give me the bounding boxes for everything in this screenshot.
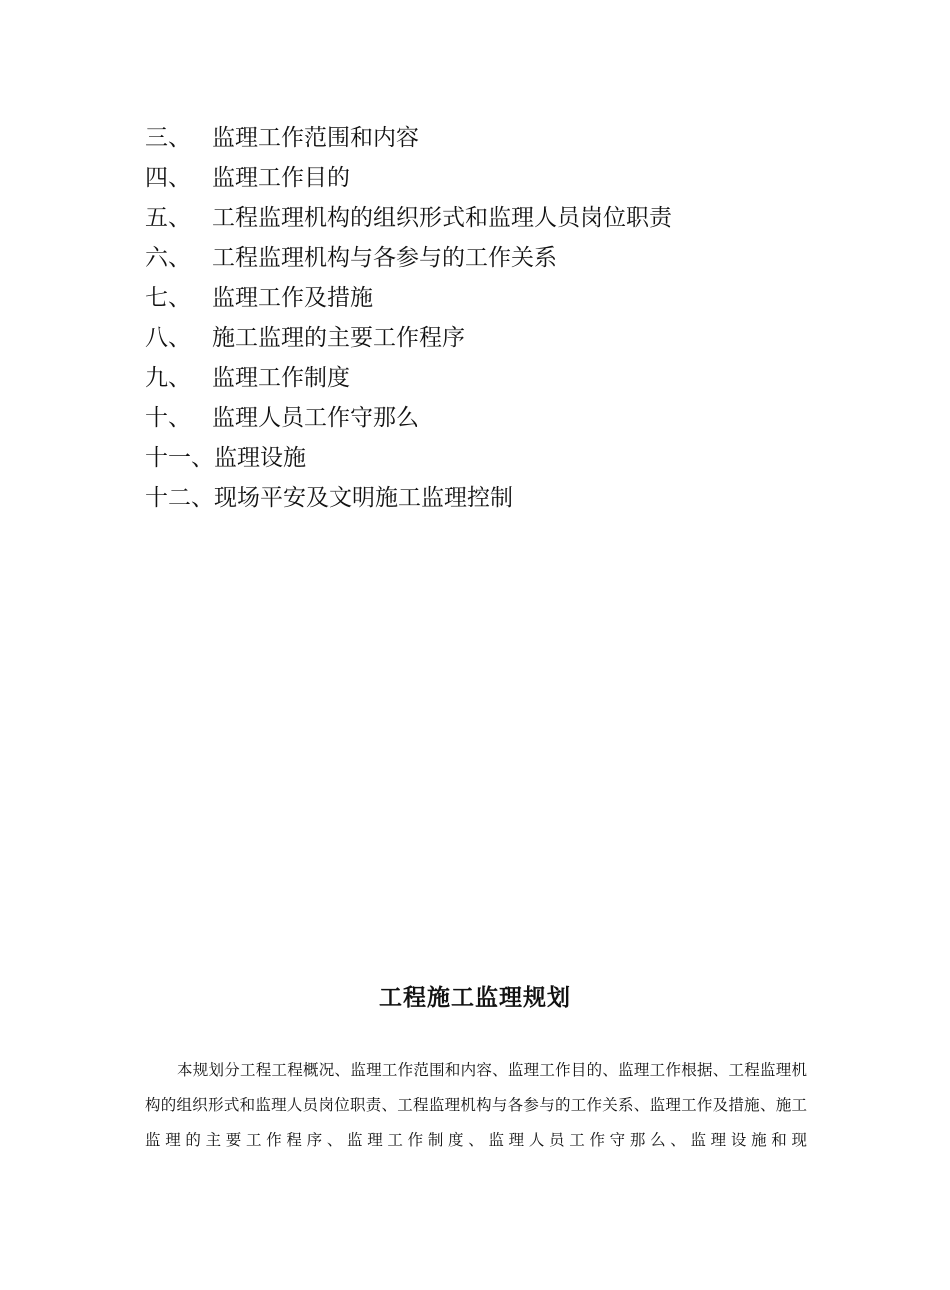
toc-item-number: 十二、 — [145, 485, 214, 511]
toc-item-number: 九、 — [145, 365, 191, 391]
toc-item — [145, 398, 845, 438]
toc-item — [145, 278, 845, 318]
toc-item-number: 十、 — [145, 405, 191, 431]
toc-item-number: 三、 — [145, 125, 191, 151]
toc-item — [145, 158, 845, 198]
toc-item-number: 六、 — [145, 245, 191, 271]
toc-item-text: 监理工作范围和内容 — [212, 125, 419, 151]
table-of-contents — [145, 118, 845, 518]
section-title: 工程施工监理规划 — [379, 985, 571, 1011]
toc-item — [145, 438, 845, 478]
body-paragraph: 本规划分工程工程概况、监理工作范围和内容、监理工作目的、监理工作根据、工程监理机构的组织形式和监理人员岗位职责、工程监理机构与各参与的工作关系、监理工作及措施、施工监理的主要工作程序、监理工作制度、监理人员工作守那么、监理设施和现 — [145, 1061, 807, 1149]
toc-item-text: 监理工作及措施 — [212, 285, 373, 311]
toc-item-number: 五、 — [145, 205, 191, 231]
toc-item — [145, 238, 845, 278]
toc-item — [145, 118, 845, 158]
toc-item-text: 施工监理的主要工作程序 — [212, 325, 465, 351]
toc-item — [145, 478, 845, 518]
toc-item-text: 现场平安及文明施工监理控制 — [214, 485, 513, 511]
toc-item-number: 四、 — [145, 165, 191, 191]
toc-item-text: 工程监理机构与各参与的工作关系 — [212, 245, 557, 271]
toc-item-text: 监理工作制度 — [212, 365, 350, 391]
toc-item-text: 监理人员工作守那么 — [212, 405, 419, 431]
toc-item — [145, 318, 845, 358]
toc-item-text: 监理工作目的 — [212, 165, 350, 191]
toc-item-number: 七、 — [145, 285, 191, 311]
toc-item-number: 八、 — [145, 325, 191, 351]
toc-item — [145, 198, 845, 238]
toc-item-number: 十一、 — [145, 445, 214, 471]
toc-item — [145, 358, 845, 398]
toc-item-text: 监理设施 — [214, 445, 306, 471]
toc-item-text: 工程监理机构的组织形式和监理人员岗位职责 — [212, 205, 672, 231]
